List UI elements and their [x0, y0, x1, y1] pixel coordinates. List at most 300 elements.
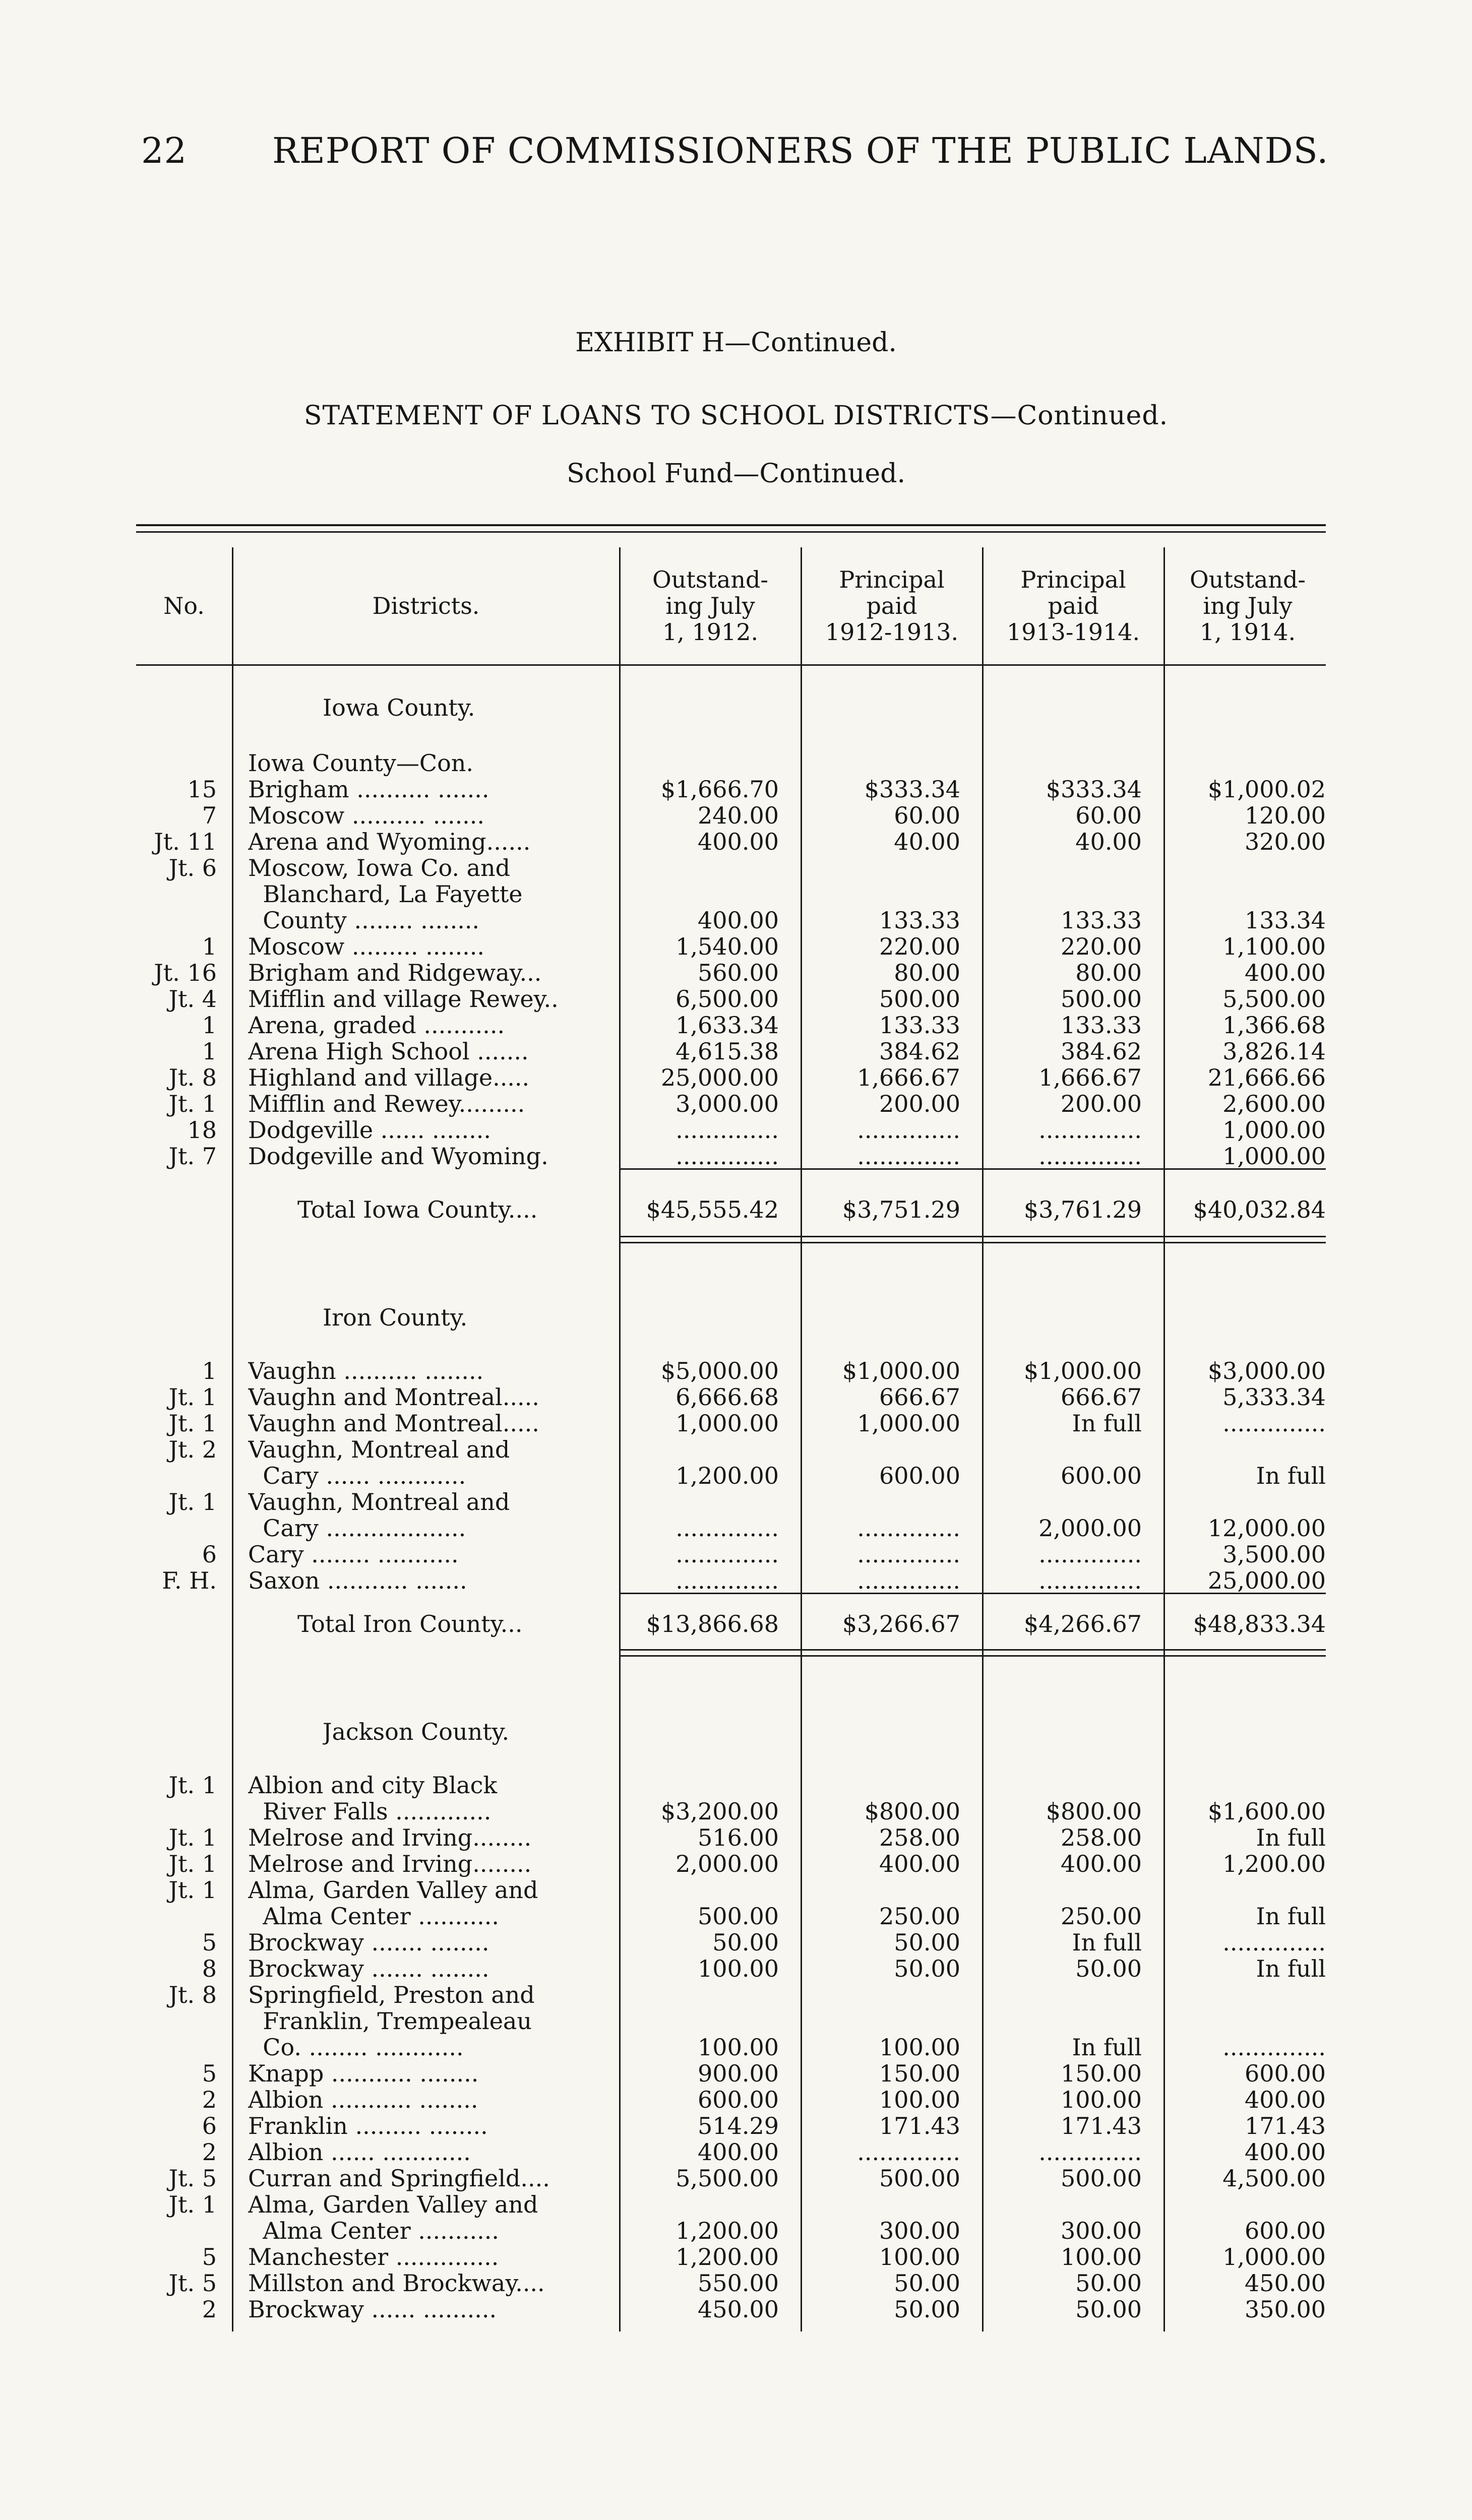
cell-no: 1: [202, 1038, 217, 1064]
cell-p14: In full: [1072, 1929, 1142, 1956]
cell-d: Arena and Wyoming......: [248, 829, 531, 855]
cell-o12: 1,000.00: [676, 1410, 779, 1436]
cell-o14: In full: [1256, 1956, 1326, 1982]
cell-no: 8: [202, 1956, 217, 1982]
table-row: [0, 1541, 1472, 1567]
statement-title: STATEMENT OF LOANS TO SCHOOL DISTRICTS—Continued.: [303, 401, 1169, 431]
cell-p14: $1,000.00: [1023, 1358, 1142, 1384]
cell-p14: 50.00: [1075, 2296, 1142, 2322]
cell-p14: 150.00: [1061, 2060, 1142, 2087]
cell-no: 6: [202, 1541, 217, 1567]
cell-d: Dodgeville and Wyoming.: [248, 1143, 548, 1169]
table-row: [0, 776, 1472, 802]
cell-d: Iron County.: [323, 1304, 468, 1331]
cell-o14: In full: [1256, 1463, 1326, 1489]
cell-p14: ..............: [1038, 1567, 1142, 1594]
table-row: [0, 2296, 1472, 2322]
cell-p13: 80.00: [894, 960, 960, 986]
cell-o14: $1,000.02: [1207, 776, 1326, 802]
running-header: [141, 130, 1329, 171]
table-row: [0, 1463, 1472, 1489]
cell-d: Brockway ....... ........: [248, 1956, 489, 1982]
cell-o12: ..............: [676, 1515, 779, 1541]
cell-d: Alma, Garden Valley and: [248, 1877, 538, 1903]
cell-d: Albion ...... ............: [248, 2139, 471, 2165]
county-heading-row: [0, 695, 1472, 721]
cell-o14: 1,000.00: [1222, 2244, 1326, 2270]
cell-o14: 133.34: [1245, 907, 1326, 933]
cell-no: 2: [202, 2087, 217, 2113]
county-heading-row: [0, 1719, 1472, 1745]
cell-no: Jt. 8: [168, 1982, 217, 2008]
cell-d: Moscow ......... ........: [248, 933, 485, 960]
cell-p13: 400.00: [879, 1851, 960, 1877]
cell-o12: 1,200.00: [676, 2244, 779, 2270]
table-row: [0, 1929, 1472, 1956]
cell-o14: ..............: [1222, 1410, 1326, 1436]
total-row: [0, 1611, 1472, 1637]
cell-d: Iowa County—Con.: [248, 750, 474, 776]
cell-p14: 666.67: [1061, 1384, 1142, 1410]
cell-p14: $333.34: [1046, 776, 1142, 802]
cell-d: Dodgeville ...... ........: [248, 1117, 491, 1143]
cell-o14: $48,833.34: [1193, 1611, 1326, 1637]
cell-o12: 5,500.00: [676, 2165, 779, 2191]
cell-d: Co. ........ ............: [248, 2034, 464, 2060]
cell-o14: 25,000.00: [1207, 1567, 1326, 1594]
cell-d: Albion ........... ........: [248, 2087, 478, 2113]
cell-o12: ..............: [676, 1143, 779, 1169]
header-no: No.: [163, 592, 205, 619]
table-row: [0, 1410, 1472, 1436]
cell-no: Jt. 16: [154, 960, 217, 986]
cell-no: Jt. 1: [168, 1410, 217, 1436]
cell-p14: 60.00: [1075, 802, 1142, 829]
cell-no: 18: [187, 1117, 217, 1143]
cell-p13: ..............: [857, 2139, 960, 2165]
running-title: REPORT OF COMMISSIONERS OF THE PUBLIC LANDS.: [272, 130, 1329, 171]
cell-d: Melrose and Irving........: [248, 1851, 532, 1877]
cell-o12: 500.00: [698, 1903, 779, 1929]
cell-o12: 400.00: [698, 907, 779, 933]
cell-p13: 133.33: [879, 907, 960, 933]
cell-no: Jt. 1: [168, 1824, 217, 1851]
cell-p14: In full: [1072, 2034, 1142, 2060]
cell-p14: 258.00: [1061, 1824, 1142, 1851]
table-row: [0, 1824, 1472, 1851]
cell-d: Arena High School .......: [248, 1038, 529, 1064]
cell-o14: 3,826.14: [1222, 1038, 1326, 1064]
cell-no: Jt. 6: [168, 855, 217, 881]
cell-no: 7: [202, 802, 217, 829]
header-outstanding-1914: Outstand- ing July 1, 1914.: [1190, 566, 1306, 646]
cell-no: Jt. 8: [168, 1064, 217, 1091]
table-row: [0, 802, 1472, 829]
iowa-total-bottom-rule-2: [619, 1242, 1326, 1243]
cell-p13: 100.00: [879, 2087, 960, 2113]
cell-p13: 600.00: [879, 1463, 960, 1489]
cell-d: Total Iowa County....: [297, 1196, 538, 1223]
cell-o14: 1,366.68: [1222, 1012, 1326, 1038]
cell-no: Jt. 2: [168, 1436, 217, 1463]
cell-no: 5: [202, 1929, 217, 1956]
iron-total-bottom-rule-2: [619, 1655, 1326, 1657]
cell-no: Jt. 7: [168, 1143, 217, 1169]
cell-no: Jt. 1: [168, 1489, 217, 1515]
cell-p14: 600.00: [1061, 1463, 1142, 1489]
cell-p13: 40.00: [894, 829, 960, 855]
cell-p14: In full: [1072, 1410, 1142, 1436]
cell-p13: 258.00: [879, 1824, 960, 1851]
cell-p13: ..............: [857, 1541, 960, 1567]
cell-p14: 1,666.67: [1038, 1064, 1142, 1091]
cell-p13: 50.00: [894, 2296, 960, 2322]
cell-o14: 120.00: [1245, 802, 1326, 829]
cell-p14: 250.00: [1061, 1903, 1142, 1929]
cell-o14: 5,333.34: [1222, 1384, 1326, 1410]
cell-o12: 1,200.00: [676, 1463, 779, 1489]
table-row: [0, 2165, 1472, 2191]
cell-d: Manchester ..............: [248, 2244, 499, 2270]
cell-p13: 666.67: [879, 1384, 960, 1410]
cell-p13: 50.00: [894, 1956, 960, 1982]
table-row: [0, 1982, 1472, 2008]
cell-no: 6: [202, 2113, 217, 2139]
cell-p14: 400.00: [1061, 1851, 1142, 1877]
cell-o12: 514.29: [698, 2113, 779, 2139]
table-row: [0, 1038, 1472, 1064]
cell-d: River Falls .............: [248, 1798, 492, 1824]
cell-no: 1: [202, 933, 217, 960]
cell-o12: 400.00: [698, 2139, 779, 2165]
cell-o14: 4,500.00: [1222, 2165, 1326, 2191]
cell-p14: 133.33: [1061, 1012, 1142, 1038]
cell-d: Vaughn .......... ........: [248, 1358, 484, 1384]
cell-d: Franklin ......... ........: [248, 2113, 488, 2139]
cell-o14: 1,000.00: [1222, 1143, 1326, 1169]
cell-p14: 100.00: [1061, 2244, 1142, 2270]
cell-no: 1: [202, 1012, 217, 1038]
cell-no: 2: [202, 2139, 217, 2165]
cell-o12: ..............: [676, 1567, 779, 1594]
cell-d: Vaughn, Montreal and: [248, 1489, 510, 1515]
cell-d: Arena, graded ...........: [248, 1012, 505, 1038]
cell-no: 15: [187, 776, 217, 802]
table-row: [0, 1358, 1472, 1384]
cell-d: Vaughn, Montreal and: [248, 1436, 510, 1463]
table-row: [0, 2113, 1472, 2139]
cell-d: Saxon ........... .......: [248, 1567, 467, 1594]
table-row: [0, 1798, 1472, 1824]
cell-p13: ..............: [857, 1117, 960, 1143]
table-row: [0, 2139, 1472, 2165]
cell-no: Jt. 1: [168, 1877, 217, 1903]
cell-o12: 516.00: [698, 1824, 779, 1851]
header-outstanding-1912: Outstand- ing July 1, 1912.: [652, 566, 768, 646]
header-bottom-rule: [136, 664, 1326, 666]
cell-d: Curran and Springfield....: [248, 2165, 550, 2191]
table-row: [0, 986, 1472, 1012]
table-row: [0, 1877, 1472, 1903]
cell-o12: 240.00: [698, 802, 779, 829]
iowa-total-bottom-rule: [619, 1236, 1326, 1237]
cell-p14: 40.00: [1075, 829, 1142, 855]
cell-d: Moscow .......... .......: [248, 802, 485, 829]
cell-no: Jt. 1: [168, 2191, 217, 2218]
cell-p13: 220.00: [879, 933, 960, 960]
table-row: [0, 2008, 1472, 2034]
table-row: [0, 907, 1472, 933]
cell-o12: 100.00: [698, 1956, 779, 1982]
cell-o12: 25,000.00: [660, 1064, 779, 1091]
cell-d: Brigham and Ridgeway...: [248, 960, 542, 986]
cell-o14: 5,500.00: [1222, 986, 1326, 1012]
cell-o14: 12,000.00: [1207, 1515, 1326, 1541]
cell-no: 5: [202, 2060, 217, 2087]
cell-o14: 171.43: [1245, 2113, 1326, 2139]
cell-o14: In full: [1256, 1903, 1326, 1929]
cell-o12: 1,540.00: [676, 933, 779, 960]
cell-p13: 384.62: [879, 1038, 960, 1064]
cell-d: Cary ...... ............: [248, 1463, 466, 1489]
fund-title: School Fund—Continued.: [566, 459, 906, 489]
county-heading-row: [0, 1304, 1472, 1331]
cell-o12: $45,555.42: [646, 1196, 779, 1223]
cell-p14: 2,000.00: [1038, 1515, 1142, 1541]
cell-d: Vaughn and Montreal.....: [248, 1410, 539, 1436]
table-row: [0, 2218, 1472, 2244]
cell-d: Melrose and Irving........: [248, 1824, 532, 1851]
cell-p13: ..............: [857, 1143, 960, 1169]
cell-o14: 320.00: [1245, 829, 1326, 855]
cell-o12: 6,666.68: [676, 1384, 779, 1410]
cell-d: Franklin, Trempealeau: [248, 2008, 532, 2034]
cell-p14: 500.00: [1061, 2165, 1142, 2191]
cell-d: Brockway ....... ........: [248, 1929, 489, 1956]
table-row: [0, 750, 1472, 776]
cell-p13: $333.34: [864, 776, 960, 802]
cell-d: Alma Center ...........: [248, 1903, 500, 1929]
cell-p14: ..............: [1038, 2139, 1142, 2165]
cell-o12: 50.00: [712, 1929, 779, 1956]
cell-p13: 60.00: [894, 802, 960, 829]
table-top-rule: [136, 524, 1326, 526]
cell-o12: $1,666.70: [660, 776, 779, 802]
cell-no: Jt. 1: [168, 1851, 217, 1877]
cell-p13: 50.00: [894, 1929, 960, 1956]
cell-o14: 1,100.00: [1222, 933, 1326, 960]
cell-d: Cary ...................: [248, 1515, 466, 1541]
cell-o12: $5,000.00: [660, 1358, 779, 1384]
table-row: [0, 1903, 1472, 1929]
table-row: [0, 933, 1472, 960]
cell-p13: $3,751.29: [842, 1196, 960, 1223]
table-row: [0, 960, 1472, 986]
cell-o14: $40,032.84: [1193, 1196, 1326, 1223]
cell-d: Total Iron County...: [297, 1611, 523, 1637]
cell-p13: 171.43: [879, 2113, 960, 2139]
cell-d: Springfield, Preston and: [248, 1982, 535, 2008]
cell-o12: ..............: [676, 1117, 779, 1143]
cell-no: Jt. 1: [168, 1772, 217, 1798]
cell-o14: 21,666.66: [1207, 1064, 1326, 1091]
cell-p14: $3,761.29: [1023, 1196, 1142, 1223]
cell-p14: ..............: [1038, 1541, 1142, 1567]
page-number: 22: [141, 130, 188, 171]
cell-d: Blanchard, La Fayette: [248, 881, 523, 907]
cell-d: Millston and Brockway....: [248, 2270, 545, 2296]
cell-p13: 200.00: [879, 1091, 960, 1117]
cell-o14: 3,500.00: [1222, 1541, 1326, 1567]
cell-o12: 560.00: [698, 960, 779, 986]
cell-d: Cary ........ ...........: [248, 1541, 459, 1567]
cell-p13: 150.00: [879, 2060, 960, 2087]
cell-d: Vaughn and Montreal.....: [248, 1384, 539, 1410]
cell-o14: 350.00: [1245, 2296, 1326, 2322]
table-row: [0, 2191, 1472, 2218]
cell-o14: 450.00: [1245, 2270, 1326, 2296]
cell-o12: 6,500.00: [676, 986, 779, 1012]
table-row: [0, 1489, 1472, 1515]
table-row: [0, 1091, 1472, 1117]
cell-o14: 600.00: [1245, 2218, 1326, 2244]
cell-o14: $3,000.00: [1207, 1358, 1326, 1384]
cell-o12: 100.00: [698, 2034, 779, 2060]
cell-p13: ..............: [857, 1515, 960, 1541]
cell-p14: 100.00: [1061, 2087, 1142, 2113]
cell-p13: $3,266.67: [842, 1611, 960, 1637]
cell-o14: 1,200.00: [1222, 1851, 1326, 1877]
cell-p13: ..............: [857, 1567, 960, 1594]
cell-p14: 50.00: [1075, 2270, 1142, 2296]
table-row: [0, 881, 1472, 907]
cell-o12: 3,000.00: [676, 1091, 779, 1117]
table-row: [0, 1012, 1472, 1038]
table-row: [0, 1567, 1472, 1594]
cell-no: 5: [202, 2244, 217, 2270]
table-row: [0, 1772, 1472, 1798]
cell-d: Mifflin and village Rewey..: [248, 986, 559, 1012]
table-top-rule-2: [136, 531, 1326, 533]
cell-no: Jt. 4: [168, 986, 217, 1012]
cell-d: Brockway ...... ..........: [248, 2296, 497, 2322]
cell-d: Alma, Garden Valley and: [248, 2191, 538, 2218]
cell-d: County ........ ........: [248, 907, 480, 933]
cell-d: Brigham .......... .......: [248, 776, 489, 802]
cell-no: Jt. 11: [154, 829, 217, 855]
cell-d: Iowa County.: [323, 695, 475, 721]
table-row: [0, 1515, 1472, 1541]
cell-o14: In full: [1256, 1824, 1326, 1851]
cell-o14: ..............: [1222, 2034, 1326, 2060]
cell-p13: $800.00: [864, 1798, 960, 1824]
cell-o12: $13,866.68: [646, 1611, 779, 1637]
cell-o12: $3,200.00: [660, 1798, 779, 1824]
cell-o14: 600.00: [1245, 2060, 1326, 2087]
cell-d: Jackson County.: [323, 1719, 510, 1745]
table-row: [0, 1851, 1472, 1877]
cell-p13: 300.00: [879, 2218, 960, 2244]
header-districts: Districts.: [372, 592, 480, 619]
header-principal-1913: Principal paid 1912-1913.: [825, 566, 959, 646]
table-row: [0, 855, 1472, 881]
cell-p14: 200.00: [1061, 1091, 1142, 1117]
cell-no: Jt. 1: [168, 1091, 217, 1117]
cell-p14: $4,266.67: [1023, 1611, 1142, 1637]
table-row: [0, 829, 1472, 855]
cell-p13: 133.33: [879, 1012, 960, 1038]
cell-p13: 100.00: [879, 2244, 960, 2270]
cell-d: Moscow, Iowa Co. and: [248, 855, 511, 881]
table-row: [0, 1064, 1472, 1091]
cell-p13: $1,000.00: [842, 1358, 960, 1384]
cell-d: Knapp ........... ........: [248, 2060, 479, 2087]
cell-p13: 500.00: [879, 986, 960, 1012]
table-row: [0, 2244, 1472, 2270]
cell-p14: 384.62: [1061, 1038, 1142, 1064]
table-row: [0, 1143, 1472, 1169]
cell-p14: ..............: [1038, 1117, 1142, 1143]
cell-p14: 80.00: [1075, 960, 1142, 986]
cell-o12: 400.00: [698, 829, 779, 855]
iron-total-bottom-rule: [619, 1649, 1326, 1651]
table-row: [0, 1436, 1472, 1463]
exhibit-title: EXHIBIT H—Continued.: [575, 328, 897, 358]
table-row: [0, 1956, 1472, 1982]
table-row: [0, 2087, 1472, 2113]
table-row: [0, 2060, 1472, 2087]
cell-p13: 50.00: [894, 2270, 960, 2296]
cell-p14: 50.00: [1075, 1956, 1142, 1982]
cell-d: Mifflin and Rewey.........: [248, 1091, 525, 1117]
cell-o14: 2,600.00: [1222, 1091, 1326, 1117]
cell-o12: ..............: [676, 1541, 779, 1567]
cell-p14: 300.00: [1061, 2218, 1142, 2244]
cell-no: 1: [202, 1358, 217, 1384]
table-row: [0, 1384, 1472, 1410]
cell-d: Alma Center ...........: [248, 2218, 500, 2244]
cell-o14: ..............: [1222, 1929, 1326, 1956]
cell-d: Highland and village.....: [248, 1064, 530, 1091]
cell-o12: 1,200.00: [676, 2218, 779, 2244]
cell-no: Jt. 5: [168, 2270, 217, 2296]
total-row: [0, 1196, 1472, 1223]
cell-p13: 500.00: [879, 2165, 960, 2191]
cell-no: 2: [202, 2296, 217, 2322]
cell-o12: 550.00: [698, 2270, 779, 2296]
cell-o14: 400.00: [1245, 2087, 1326, 2113]
cell-o12: 4,615.38: [676, 1038, 779, 1064]
cell-o14: 1,000.00: [1222, 1117, 1326, 1143]
cell-o14: $1,600.00: [1207, 1798, 1326, 1824]
cell-p13: 250.00: [879, 1903, 960, 1929]
cell-p14: $800.00: [1046, 1798, 1142, 1824]
cell-o12: 450.00: [698, 2296, 779, 2322]
header-principal-1914: Principal paid 1913-1914.: [1006, 566, 1140, 646]
cell-p14: 133.33: [1061, 907, 1142, 933]
table-row: [0, 2270, 1472, 2296]
cell-p14: 171.43: [1061, 2113, 1142, 2139]
table-row: [0, 2034, 1472, 2060]
cell-no: F. H.: [162, 1567, 217, 1594]
cell-o14: 400.00: [1245, 2139, 1326, 2165]
cell-no: Jt. 5: [168, 2165, 217, 2191]
table-row: [0, 1117, 1472, 1143]
cell-p14: 220.00: [1061, 933, 1142, 960]
cell-o12: 600.00: [698, 2087, 779, 2113]
cell-d: Albion and city Black: [248, 1772, 498, 1798]
cell-no: Jt. 1: [168, 1384, 217, 1410]
